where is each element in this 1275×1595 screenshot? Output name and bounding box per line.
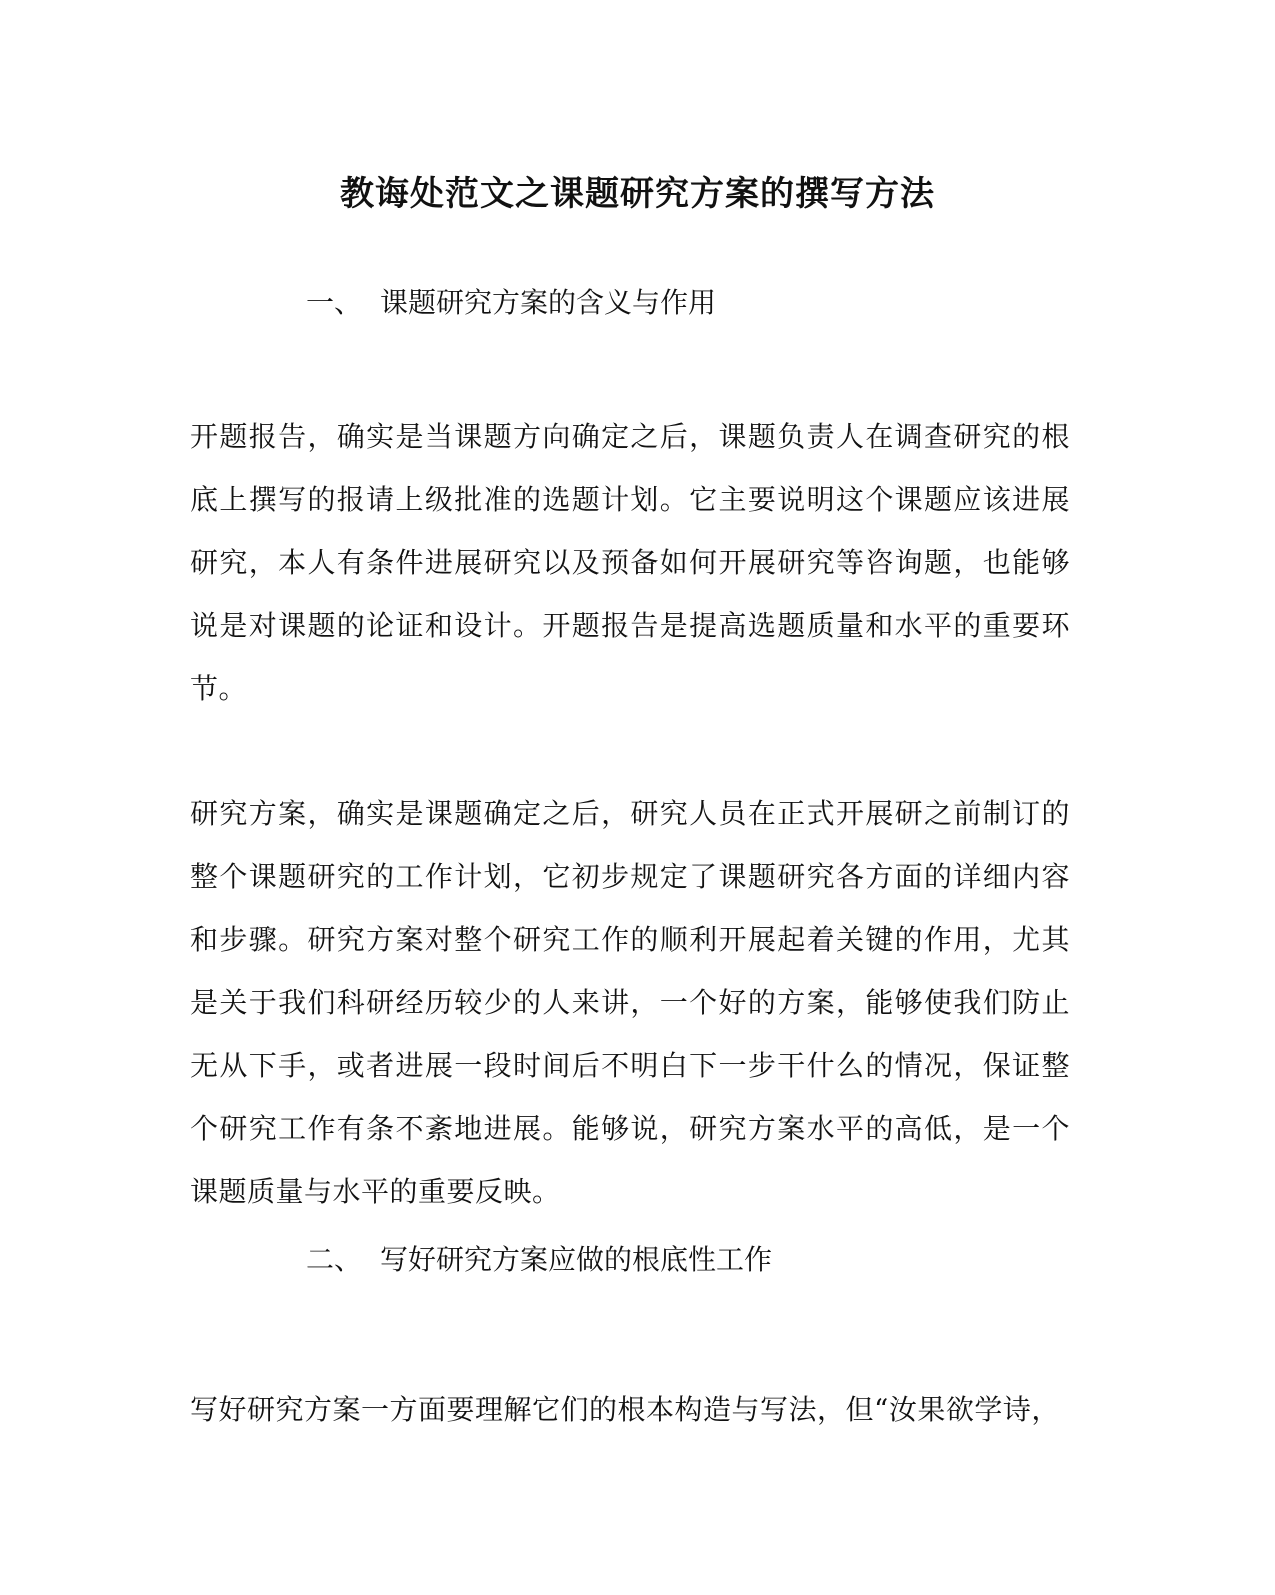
body-paragraph-3: 写好研究方案一方面要理解它们的根本构造与写法，但“汝果欲学诗， — [190, 1393, 1060, 1426]
document-title: 教诲处范文之课题研究方案的撰写方法 — [340, 174, 935, 214]
section-heading-2 — [306, 1240, 772, 1280]
body-paragraph-2: 研究方案，确实是课题确定之后，研究人员在正式开展研之前制订的整个课题研究的工作计划，它初步规定了课题研究各方面的详细内容和步骤。研究方案对整个研究工作的顺利开展起着关键的作用，尤其是关于我们科研经历较少的人来讲，一个好的方案，能够使我们防止无从下手，或者进展一段时间后不明白下一步干什么的情况，保证整个研究工作有条不紊地进展。能够说，研究方案水平的高低，是一个课题质量与水平的重要反映。 — [190, 797, 1070, 1208]
body-paragraph-1: 开题报告，确实是当课题方向确定之后，课题负责人在调查研究的根底上撰写的报请上级批准的选题计划。它主要说明这个课题应该进展研究，本人有条件进展研究以及预备如何开展研究等咨询题，也能够说是对课题的论证和设计。开题报告是提高选题质量和水平的重要环节。 — [190, 420, 1070, 705]
section-number-2: 二、 — [306, 1243, 363, 1276]
section-number-1: 一、 — [306, 286, 363, 319]
section-heading-text-2: 写好研究方案应做的根底性工作 — [380, 1243, 773, 1276]
section-heading-text-1: 课题研究方案的含义与作用 — [380, 286, 717, 319]
section-heading-1 — [306, 283, 716, 323]
